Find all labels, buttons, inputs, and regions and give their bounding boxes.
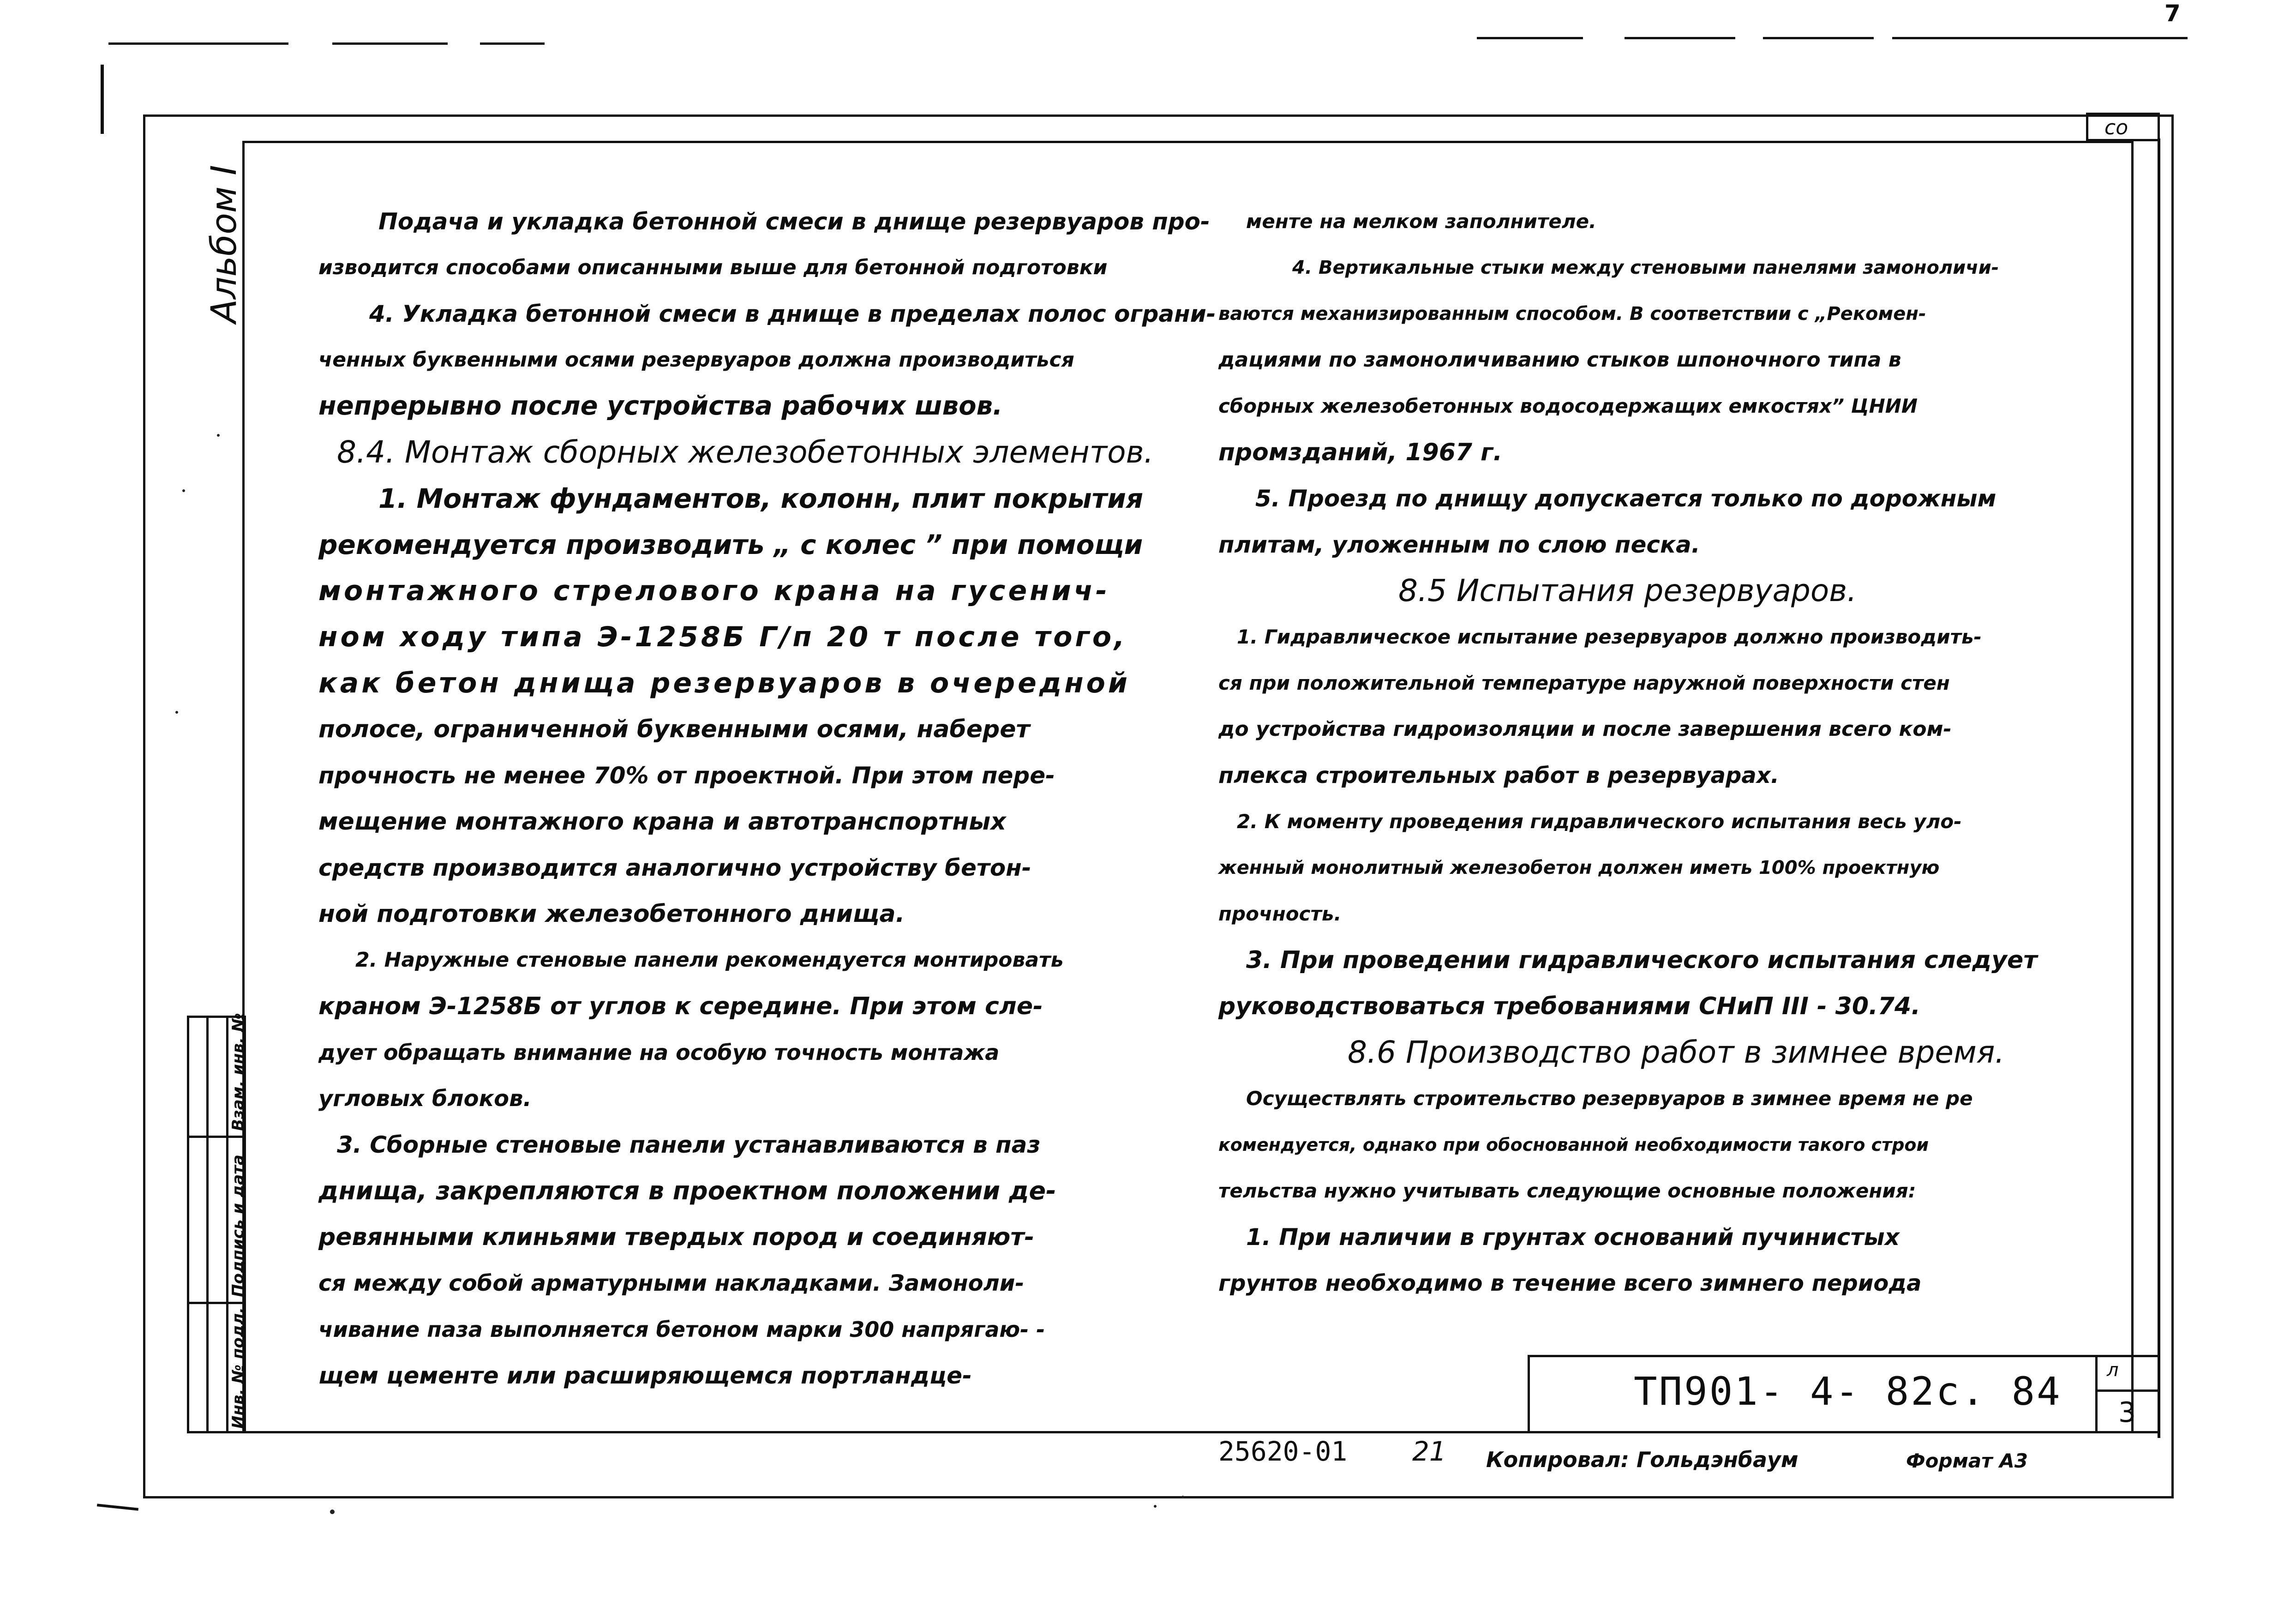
text-line: 2. Наружные стеновые панели рекомендуется монтировать xyxy=(355,948,1064,972)
text-line: 5. Проезд по днищу допускается только по дорожным xyxy=(1255,485,1996,512)
top-mark: 7 xyxy=(2164,0,2181,27)
top-rule-left-2 xyxy=(332,42,448,45)
stamp-col-divider-1 xyxy=(206,1016,209,1433)
text-line: ченных буквенными осями резервуаров должна производиться xyxy=(318,348,1074,372)
speck xyxy=(217,434,220,437)
text-line: ревянными клиньями твердых пород и соединяют- xyxy=(318,1223,1035,1251)
text-line: 1. Монтаж фундаментов, колонн, плит покрытия xyxy=(378,483,1144,514)
text-line: руководствоваться требованиями СНиП III - 30.74. xyxy=(1218,992,1920,1020)
text-line: дует обращать внимание на особую точность монтажа xyxy=(318,1040,1000,1065)
title-block-top xyxy=(1528,1355,2160,1357)
text-line: промзданий, 1967 г. xyxy=(1218,439,1503,466)
stamp-label-replace: Взам. инв. № xyxy=(229,1013,247,1131)
text-line: ном ходу типа Э-1258Б Г/п 20 т после того, xyxy=(318,621,1127,653)
sheet-box-divider xyxy=(2095,1389,2160,1392)
text-line: менте на мелком заполнителе. xyxy=(1246,210,1597,233)
text-line: дациями по замоноличиванию стыков шпоночного типа в xyxy=(1218,348,1901,372)
text-line: угловых блоков. xyxy=(318,1086,532,1112)
sheet-label: л xyxy=(2107,1359,2119,1381)
text-line: ся между собой арматурными накладками. Замоноли- xyxy=(318,1270,1025,1296)
text-line: непрерывно после устройства рабочих швов. xyxy=(318,391,1003,421)
right-text-column xyxy=(1218,198,2104,1306)
corner-code: со xyxy=(2104,116,2128,139)
stamp-label-inv: Инв. № подл. xyxy=(229,1307,247,1429)
text-line: женный монолитный железобетон должен иметь 100% проектную xyxy=(1218,857,1940,878)
text-line: плитам, уложенным по слою песка. xyxy=(1218,531,1700,558)
speck xyxy=(175,711,178,714)
text-line: 1. Гидравлическое испытание резервуаров должно производить- xyxy=(1237,626,1982,648)
text-line: мещение монтажного крана и автотранспортных xyxy=(318,808,1006,836)
stamp-row-2 xyxy=(187,1302,246,1304)
top-rule-left-3 xyxy=(480,42,545,45)
bottom-left-stroke xyxy=(97,1504,138,1510)
text-line: 3. При проведении гидравлического испытания следует xyxy=(1246,946,2038,974)
text-line: 2. К моменту проведения гидравлического испытания весь уло- xyxy=(1237,810,1962,833)
speck xyxy=(1154,1505,1157,1508)
binding-mark xyxy=(101,65,104,134)
text-line: как бетон днища резервуаров в очередной xyxy=(318,667,1130,699)
text-line: сборных железобетонных водосодержащих емкостях” ЦНИИ xyxy=(1218,395,1918,417)
top-rule-right-3 xyxy=(1763,37,1874,39)
sheet-number: 3 xyxy=(2118,1396,2136,1429)
section-heading-8-6: 8.6 Производство работ в зимнее время. xyxy=(1348,1035,2005,1070)
text-line: плекса строительных работ в резервуарах. xyxy=(1218,763,1779,788)
order-number: 25620-01 xyxy=(1218,1436,1348,1467)
text-line: рекомендуется производить „ с колес ” при помощи xyxy=(318,529,1143,560)
top-rule-left xyxy=(108,42,288,45)
text-line: монтажного стрелового крана на гусенич- xyxy=(318,575,1110,607)
text-line: 4. Укладка бетонной смеси в днище в пределах полос ограни- xyxy=(369,301,1216,327)
text-line: тельства нужно учитывать следующие основные положения: xyxy=(1218,1179,1916,1202)
text-line: полосе, ограниченной буквенными осями, наберет xyxy=(318,716,1030,743)
section-heading-8-4: 8.4. Монтаж сборных железобетонных элементов. xyxy=(337,434,1154,470)
text-line: ной подготовки железобетонного днища. xyxy=(318,900,905,928)
text-line: до устройства гидроизоляции и после завершения всего ком- xyxy=(1218,717,1952,741)
text-line: краном Э-1258Б от углов к середине. При этом сле- xyxy=(318,992,1043,1020)
text-line: изводится способами описанными выше для бетонной подготовки xyxy=(318,256,1108,279)
top-rule-right-2 xyxy=(1625,37,1735,39)
text-line: ся при положительной температуре наружной поверхности стен xyxy=(1218,672,1950,694)
text-line: грунтов необходимо в течение всего зимнего периода xyxy=(1218,1270,1922,1296)
text-line: чивание паза выполняется бетоном марки 300 напрягаю- - xyxy=(318,1317,1045,1342)
text-line: щем цементе или расширяющемся портландце- xyxy=(318,1362,972,1389)
text-line: Осуществлять строительство резервуаров в зимнее время не ре xyxy=(1246,1087,1973,1110)
text-line: 4. Вертикальные стыки между стеновыми панелями замоноличи- xyxy=(1292,257,1999,278)
stamp-label-sign: Подпись и дата xyxy=(229,1155,247,1297)
text-line: средств производится аналогично устройству бетон- xyxy=(318,854,1031,881)
copied-by: Копировал: Гольдэнбаум xyxy=(1486,1447,1798,1472)
stamp-col-divider-2 xyxy=(226,1016,228,1433)
left-text-column xyxy=(318,198,1216,1399)
stamp-row-1 xyxy=(187,1136,246,1138)
speck xyxy=(182,489,185,492)
speck xyxy=(1181,1496,1184,1498)
text-line: прочность. xyxy=(1218,902,1342,925)
section-heading-8-5: 8.5 Испытания резервуаров. xyxy=(1398,573,1857,608)
right-tick xyxy=(2158,138,2160,1438)
document-code: ТП901- 4- 82с. 84 xyxy=(1634,1369,2062,1414)
page-number: 21 xyxy=(1412,1436,1446,1467)
top-rule-right xyxy=(1477,37,1583,39)
text-line: комендуется, однако при обоснованной необходимости такого строи xyxy=(1218,1135,1929,1155)
text-line: ваются механизированным способом. В соответствии с „Рекомен- xyxy=(1218,303,1926,325)
text-line: 3. Сборные стеновые панели устанавливаются в паз xyxy=(337,1131,1041,1158)
top-rule-right-4 xyxy=(1892,37,2188,39)
title-block-left xyxy=(1528,1355,1530,1433)
text-line: днища, закрепляются в проектном положении де- xyxy=(318,1176,1056,1205)
text-line: 1. При наличии в грунтах оснований пучинистых xyxy=(1246,1224,1900,1251)
text-line: прочность не менее 70% от проектной. При этом пере- xyxy=(318,762,1055,789)
album-label: Альбом I xyxy=(203,165,244,323)
text-line: Подача и укладка бетонной смеси в днище резервуаров про- xyxy=(378,208,1210,235)
sheet-format: Формат А3 xyxy=(1906,1450,2028,1472)
corner-code-box xyxy=(2086,113,2160,141)
speck xyxy=(330,1510,335,1514)
